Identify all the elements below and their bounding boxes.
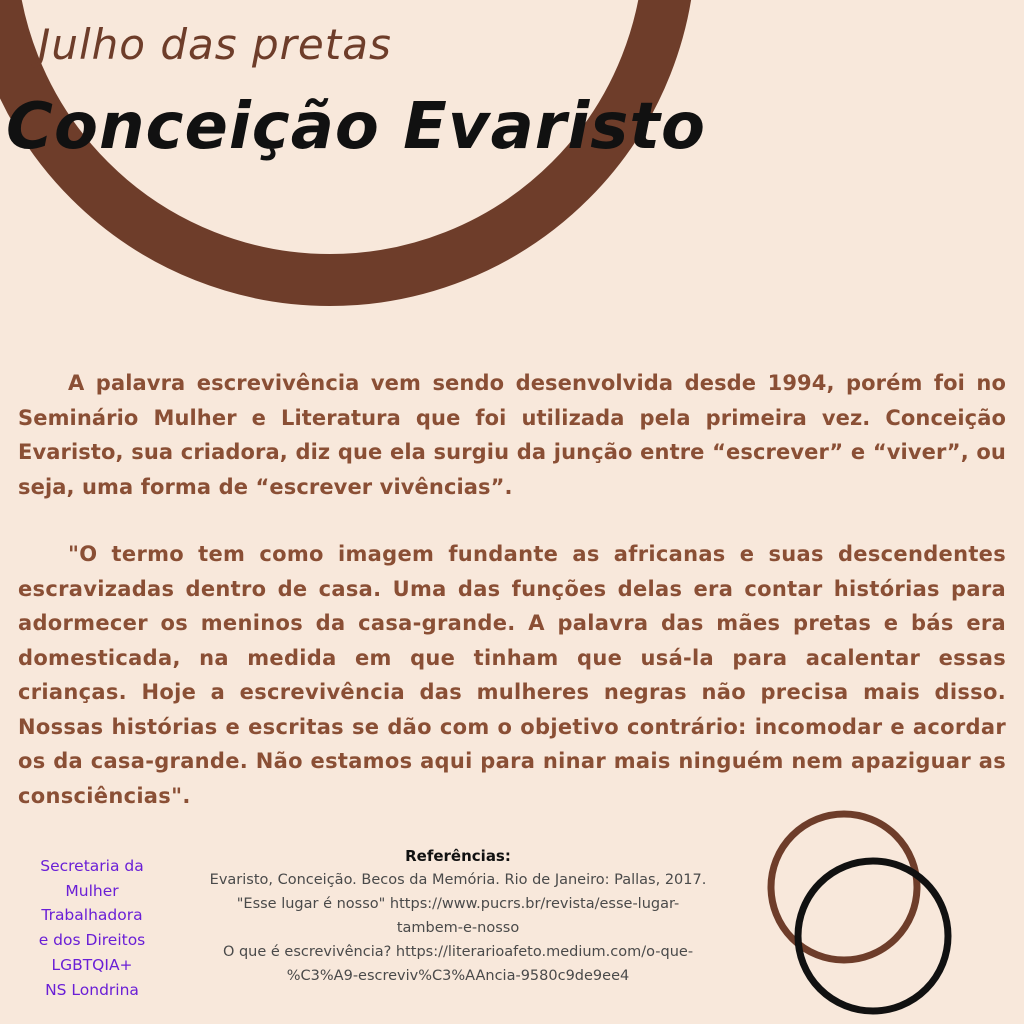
- reference-line: %C3%A9-escreviv%C3%AAncia-9580c9de9ee4: [286, 968, 630, 984]
- organization-line: e dos Direitos: [38, 931, 146, 950]
- reference-line: tambem-e-nosso: [396, 920, 520, 936]
- organization-line: Trabalhadora: [41, 906, 143, 925]
- black-ring: [798, 861, 948, 1011]
- references-block: [180, 844, 736, 988]
- organization-line: NS Londrina: [45, 980, 139, 999]
- organization-line: Mulher: [65, 881, 119, 900]
- page-title: Conceição Evaristo: [6, 90, 706, 164]
- reference-line: Evaristo, Conceição. Becos da Memória. Rio de Janeiro: Pallas, 2017.: [209, 872, 707, 888]
- subtitle-julho-das-pretas: Julho das pretas: [38, 20, 392, 69]
- reference-line: "Esse lugar é nosso" https://www.pucrs.br/revista/esse-lugar-: [236, 896, 680, 912]
- reference-line: O que é escrevivência? https://literarioafeto.medium.com/o-que-: [222, 944, 694, 960]
- brown-ring: [771, 814, 917, 960]
- decorative-rings: [760, 805, 970, 1020]
- paragraph-escrevivencia-intro: A palavra escrevivência vem sendo desenvolvida desde 1994, porém foi no Seminário Mulher e Literatura que foi utilizada pela primeira vez. Conceição Evaristo, sua criadora, diz que ela surgiu da junção entre “escrever” e “viver”, ou seja, uma forma de “escrever vivências”.: [18, 371, 1006, 499]
- organization-line: LGBTQIA+: [51, 955, 133, 974]
- organization-credit: [22, 854, 162, 1002]
- references-heading: Referências:: [405, 847, 511, 865]
- organization-line: Secretaria da: [40, 857, 144, 875]
- paragraph-quote: "O termo tem como imagem fundante as africanas e suas descendentes escravizadas dentro de casa. Uma das funções delas era contar histórias para adormecer os meninos da casa-grande. A palavra das mães pretas e bás era domesticada, na medida em que tinham que usá-la para acalentar essas crianças. Hoje a escrevivência das mulheres negras não precisa mais disso. Nossas histórias e escritas se dão com o objetivo contrário: incomodar e acordar os da casa-grande. Não estamos aqui para ninar mais ninguém nem apaziguar as consciências".: [18, 542, 1006, 808]
